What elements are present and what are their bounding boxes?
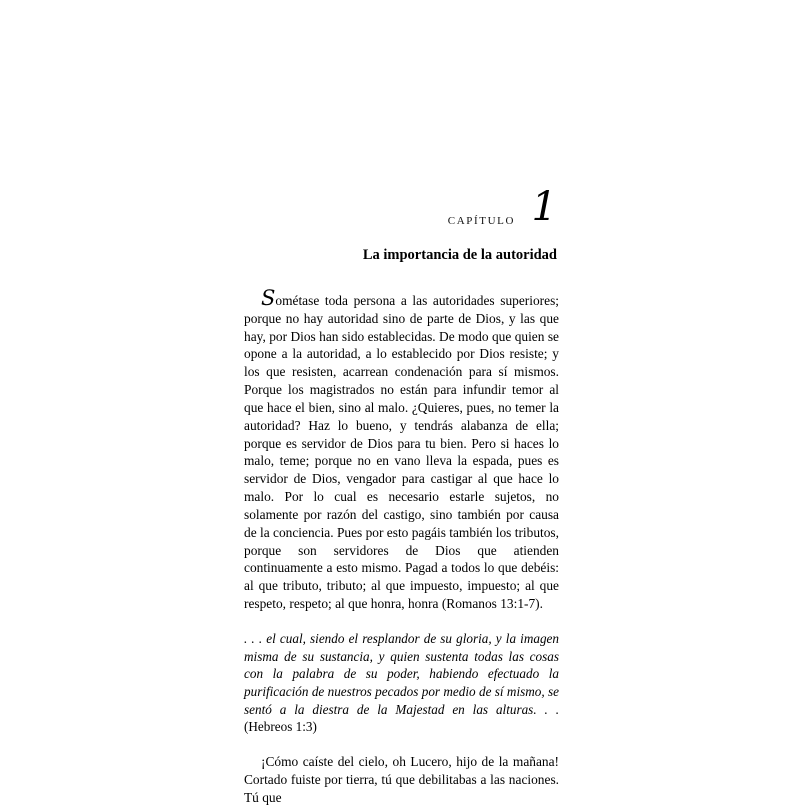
text-column [244,184,559,807]
paragraph-first-text: ométase toda persona a las autoridades superiores; porque no hay autoridad sino de parte de Dios, y las que hay, por Dios han sido establecidas. De modo que quien se opone a la autoridad, a lo establecido por Dios resiste; y los que resisten, acarrean condenación para sí mismos. Porque los magistrados no están para infundir temor al que hace el bien, sino al malo. ¿Quieres, pues, no temer la autoridad? Haz lo bueno, y tendrás alabanza de ella; porque es servidor de Dios para tu bien. Pero si haces lo malo, teme; porque no en vano lleva la espada, pues es servidor de Dios, vengador para castigar al que hace lo malo. Por lo cual es necesario estarle sujetos, no solamente por razón del castigo, sino también por causa de la conciencia. Pues por esto pagáis también los tributos, porque son servidores de Dios que atienden continuamente a esto mismo. Pagad a todos lo que debéis: al que tributo, tributo; al que impuesto, impuesto; al que respeto, respeto; al que honra, honra (Romanos 13:1-7). [244,293,559,612]
chapter-title: La importancia de la autoridad [362,247,557,263]
scripture-reference: (Hebreos 1:3) [244,719,317,735]
book-page [228,100,573,805]
chapter-number: 1 [531,184,557,230]
chapter-label: capítulo [447,211,515,228]
chapter-header [244,184,559,241]
scripture-quote-text: . . . el cual, siendo el resplandor de su gloria, y la imagen misma de su sustancia, y quien sustenta todas las cosas con la palabra de su poder, habiendo efectuado la purificación de nuestros pecados por medio de sí mismo, se sentó a la diestra de la Majestad en las alturas. . . [244,630,559,717]
paragraph-second: ¡Cómo caíste del cielo, oh Lucero, hijo de la mañana! Cortado fuiste por tierra, tú que debilitabas a las naciones. Tú que [244,754,559,805]
drop-cap: S [261,286,276,310]
scripture-quote [244,630,559,736]
paragraph-first [244,286,559,613]
